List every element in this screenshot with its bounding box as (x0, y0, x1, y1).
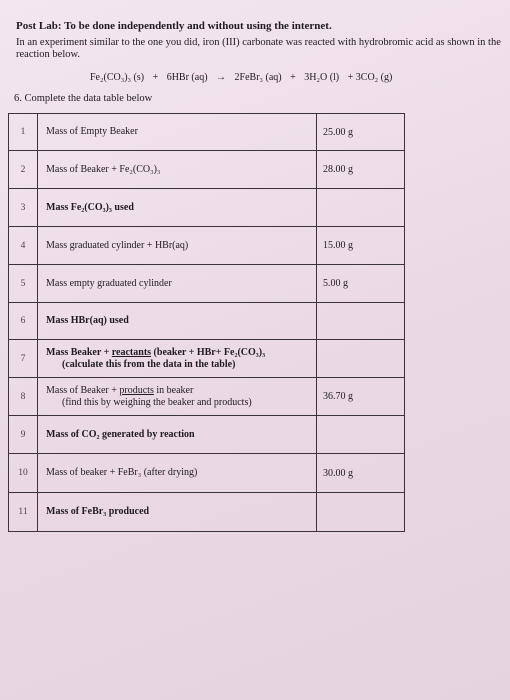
table-row (9, 303, 405, 340)
row-description: Mass of Beaker + Fe₂(CO₃)₃ (38, 151, 317, 189)
table-row (9, 227, 405, 265)
row-value[interactable]: 28.00 g (317, 151, 405, 189)
intro-paragraph: In an experiment similar to the one you did, iron (III) carbonate was reacted with hydrobromic acid as shown in the reaction below. (16, 37, 501, 60)
row-description (38, 378, 317, 416)
table-row (9, 189, 405, 227)
row-description: Mass of CO₂ generated by reaction (38, 416, 317, 454)
table-row (9, 493, 405, 532)
row-description-part: Mass of Beaker + (46, 384, 120, 396)
row-value[interactable]: 30.00 g (317, 454, 405, 493)
row-value[interactable] (317, 416, 405, 454)
plus-sign: + (290, 72, 296, 83)
data-table (8, 113, 405, 532)
table-row (9, 416, 405, 454)
row-number: 3 (9, 189, 38, 227)
product-water: 3H₂O (l) (304, 72, 340, 83)
page-title: Post Lab: To be done independently and without using the internet. (16, 20, 332, 32)
underlined-term: reactants (111, 346, 152, 358)
row-description-part: in beaker (153, 384, 194, 396)
row-number: 4 (9, 227, 38, 265)
row-value[interactable]: 5.00 g (317, 265, 405, 303)
row-number: 11 (9, 493, 38, 532)
row-number: 5 (9, 265, 38, 303)
row-number: 9 (9, 416, 38, 454)
reactant-hbr: 6HBr (aq) (166, 72, 208, 83)
row-description: Mass HBr(aq) used (38, 303, 317, 340)
row-description-part: Mass Beaker + (46, 346, 112, 358)
underlined-term: products (119, 384, 154, 396)
row-description: Mass graduated cylinder + HBr(aq) (38, 227, 317, 265)
row-value[interactable]: 36.70 g (317, 378, 405, 416)
table-row (9, 265, 405, 303)
row-description (38, 340, 317, 378)
row-value[interactable]: 15.00 g (317, 227, 405, 265)
table-row (9, 340, 405, 378)
row-number: 8 (9, 378, 38, 416)
row-description-part: (beaker + HBr+ Fe₂(CO₃)₃ (151, 346, 266, 358)
row-number: 7 (9, 340, 38, 378)
row-description: Mass of Empty Beaker (38, 114, 317, 151)
row-description-note: (find this by weighing the beaker and products) (62, 396, 252, 408)
row-value[interactable] (317, 493, 405, 532)
row-value[interactable]: 25.00 g (317, 114, 405, 151)
row-description: Mass empty graduated cylinder (38, 265, 317, 303)
table-row (9, 114, 405, 151)
row-value[interactable] (317, 189, 405, 227)
product-iron-bromide: 2FeBr₃ (aq) (234, 72, 282, 83)
row-value[interactable] (317, 340, 405, 378)
row-description: Mass of beaker + FeBr₃ (after drying) (38, 454, 317, 493)
plus-sign: + (152, 72, 159, 83)
table-row (9, 454, 405, 493)
table-row (9, 151, 405, 189)
row-description: Mass Fe₂(CO₃)₃ used (38, 189, 317, 227)
row-number: 6 (9, 303, 38, 340)
row-value[interactable] (317, 303, 405, 340)
reactant-iron-carbonate: Fe₂(CO₃)₃ (s) (90, 72, 145, 83)
product-carbon-dioxide: + 3CO₂ (g) (347, 72, 393, 83)
table-row (9, 378, 405, 416)
instruction-text: 6. Complete the data table below (14, 93, 153, 104)
row-description: Mass of FeBr₃ produced (38, 493, 317, 532)
row-number: 2 (9, 151, 38, 189)
row-number: 1 (9, 114, 38, 151)
row-description-note: (calculate this from the data in the table) (62, 358, 236, 370)
reaction-equation (90, 72, 505, 83)
row-number: 10 (9, 454, 38, 493)
arrow-icon: → (216, 72, 227, 83)
